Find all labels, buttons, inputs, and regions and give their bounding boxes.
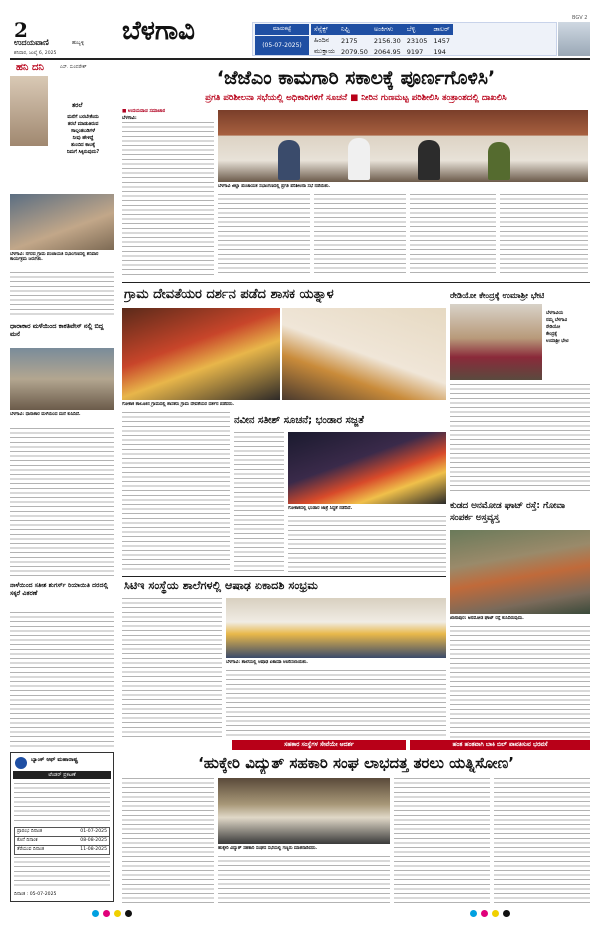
bottom-text-col1 (122, 778, 214, 904)
market-cell: 194 (433, 47, 446, 56)
page-number: 2 (14, 18, 28, 42)
story4-text-a (234, 432, 284, 572)
lead-photo-caption: ಬೆಳಗಾವಿ ಜಿಲ್ಲಾ ಪಂಚಾಯತ ಸಭಾಂಗಣದಲ್ಲಿ ಪ್ರಗತಿ ಪರಿಶೀಲನಾ ಸಭೆ ನಡೆಯಿತು. (218, 184, 331, 189)
header-photo (558, 22, 590, 56)
market-cell: 2064.95 (373, 47, 401, 56)
left-photo (10, 194, 114, 250)
market-col: ಬೆಳ್ಳಿ (406, 25, 416, 33)
side-story-headline: ಧಾರಾಕಾರ ಮಳೆಯಿಂದ ಕಾಕತಿವೇಸ್ ನಲ್ಲಿ ಬಿದ್ದ ಮನೆ (10, 322, 104, 338)
story2-caption: ಗೋಕಾಕ ತಾಲೂಕಿನ ಗ್ರಾಮದಲ್ಲಿ ಶಾಸಕರು ಗ್ರಾಮ ದೇವತೆಯರ ದರ್ಶನ ಪಡೆದರು. (122, 402, 235, 407)
market-box (252, 22, 557, 56)
story6-headline: ಸಿಟಿಇ ಸಂಸ್ಥೆಯ ಶಾಲೆಗಳಲ್ಲಿ ಆಷಾಢ ಏಕಾದಶಿ ಸಂಭ್ರಮ (124, 579, 319, 592)
ad-date: ದಿನಾಂಕ : 05-07-2025 (14, 892, 57, 897)
black-mark (503, 910, 510, 917)
market-col: ಡಾಲರ್ (433, 25, 450, 33)
story4-headline: ನವೀನ ಸತೀಶ್ ಸೂಚನೆ; ಭಂಡಾರ ಸಜ್ಜತೆ (234, 415, 364, 426)
temple-photo-2 (282, 308, 446, 400)
sugar-text (10, 612, 114, 748)
ad-cell: 08-08-2025 (80, 838, 107, 843)
ghat-photo (450, 530, 590, 614)
person (418, 140, 440, 180)
cyan-mark (92, 910, 99, 917)
ghat-caption: ಖಾನಾಪುರ: ಅನಮೋಡ ಘಾಟ್ ರಸ್ತೆ ಕುಸಿದಿರುವುದು. (450, 616, 524, 621)
bottom-strap-right: ಹಂತ ಹಂತವಾಗಿ ಬಾಕಿ ಬಿಲ್ ಪಾವತಿಸುವ ಭರವಸೆ (410, 740, 590, 750)
school-caption: ಬೆಳಗಾವಿ: ಶಾಲೆಯಲ್ಲಿ ಆಷಾಢ ಏಕಾದಶಿ ಆಚರಿಸಲಾಯಿತು. (226, 660, 308, 665)
corner-code: BGV 2 (572, 15, 588, 21)
lead-text-col4 (410, 194, 496, 276)
story5-headline: ಕುಡದ ಅನಮೋಡ ಘಾಟ್ ರಸ್ತೆ: ಗೋವಾ ಸಂಪರ್ಕ ಅಸ್ತವ್ಯಸ್ತ (450, 501, 566, 523)
poem-line: ತರಲೆ ಮಾಡುತಿರುವ (67, 122, 99, 127)
bottom-text-col2 (218, 856, 390, 904)
lead-photo (218, 110, 588, 182)
lead-divider (122, 282, 590, 283)
school-photo (226, 598, 446, 658)
magenta-mark (103, 910, 110, 917)
bank-ad (10, 752, 114, 902)
market-row (311, 46, 453, 57)
author-photo (10, 76, 48, 146)
market-row (311, 35, 453, 46)
lead-text-col2 (218, 194, 310, 276)
story3-headline: ರೇಡಿಯೋ ಕೇಂದ್ರಕ್ಕೆ ಉಮಾಶ್ರೀ ಭೇಟಿ (450, 290, 545, 300)
poem-line: ನೀವು ಹೇಳಿದ್ದೆ (72, 136, 94, 141)
cyan-mark (470, 910, 477, 917)
poem (52, 114, 114, 156)
ad-cell: ತೆರೆಯುವ ದಿನಾಂಕ (17, 847, 45, 852)
temple-photo-1 (122, 308, 280, 400)
bottom-text-col4 (494, 778, 590, 904)
radio-caption-line: ನಮ್ಮ ಬೆಳಗಾವಿ (546, 318, 568, 323)
ad-cell: 11-08-2025 (80, 847, 107, 852)
bottom-caption: ಹುಕ್ಕೇರಿ ವಿದ್ಯುತ್ ಸಹಕಾರಿ ಸಂಘದ ಸಭೆಯಲ್ಲಿ ಗಣ್ಯರು ಮಾತನಾಡಿದರು. (218, 846, 318, 851)
radio-photo (450, 304, 542, 380)
radio-caption (546, 310, 590, 345)
yellow-mark (114, 910, 121, 917)
lead-kicker: ■ ಉದಯವಾಣಿ ಸಮಾಚಾರ (122, 109, 166, 114)
radio-caption-line: ರೇಡಿಯೋ (546, 325, 561, 330)
market-col: ಅಂಕಿಗಳು (373, 25, 394, 33)
lead-text-col3 (314, 194, 406, 276)
lead-subhead: ಪ್ರಗತಿ ಪರಿಶೀಲನಾ ಸಭೆಯಲ್ಲಿ ಅಧಿಕಾರಿಗಳಿಗೆ ಸೂಚನೆ ■ ನೀರಿನ ಗುಣಮಟ್ಟ ಪರಿಶೀಲಿಸಿ ತಂತ್ರಾಂಶದಲ್ಲಿ ದಾಖಲಿಸಿ (205, 93, 507, 103)
yellow-mark (492, 910, 499, 917)
edition-name: ಹುಬ್ಬಳ್ಳಿ (72, 40, 85, 46)
ad-cell: ಕೊನೆ ದಿನಾಂಕ (17, 838, 38, 843)
poem-line: ತುಂಬಿದ ಕಾಲಕ್ಕೆ (71, 143, 95, 148)
magenta-mark (481, 910, 488, 917)
ad-row (14, 827, 110, 837)
market-cell: 2156.30 (373, 36, 401, 45)
left-caption-lines (10, 272, 114, 316)
ad-subtitle: ಟೆಂಡರ್ ಪ್ರಕಟಣೆ (13, 771, 111, 779)
market-header-row (311, 24, 453, 35)
market-cell: 23105 (406, 36, 428, 45)
festival-caption: ಗೋಕಾಕದಲ್ಲಿ ಭಂಡಾರ ಜಾತ್ರೆ ಸಿದ್ಧತೆ ನಡೆದಿದೆ. (288, 506, 353, 511)
bottom-headline: ‘ಹುಕ್ಕೇರಿ ವಿದ್ಯುತ್ ಸಹಕಾರಿ ಸಂಘ ಲಾಭದತ್ತ ತರಲು ಯತ್ನಿಸೋಣ’ (198, 754, 514, 772)
market-title: ಮಾರುಕಟ್ಟೆ (255, 24, 309, 35)
story5-text (450, 626, 590, 738)
story2-headline: ಗ್ರಾಮ ದೇವತೆಯರ ದರ್ಶನ ಪಡೆದ ಶಾಸಕ ಯತ್ನಾಳ (124, 287, 334, 302)
story4-text-b (288, 516, 446, 572)
person (278, 140, 300, 180)
section-title: ಬೆಳಗಾವಿ (122, 16, 195, 46)
side-story-text (10, 428, 114, 576)
story6-divider (122, 576, 446, 577)
bank-logo-icon (15, 757, 27, 769)
market-cell: 2079.50 (340, 47, 368, 56)
masthead (0, 0, 600, 58)
sugar-headline: ನಾಳೆಯಿಂದ ಸತೀಶ ಶುಗರ್ಸ್ ರಿಯಾಯಿತಿ ದರದಲ್ಲಿ ಸಕ್ಕರೆ ವಿತರಣೆ (10, 582, 109, 597)
ad-row (14, 846, 110, 855)
story6-text-a (122, 598, 222, 738)
bottom-strap-left: ಸಹಕಾರ ಸಂಸ್ಥೆಗಳ ಸೇವೆಯೇ ಆದರ್ಶ (232, 740, 406, 750)
lead-dateline: ಬೆಳಗಾವಿ: (122, 116, 137, 121)
person (488, 142, 510, 180)
market-cell: 1457 (433, 36, 450, 45)
story3-text (450, 384, 590, 494)
lead-headline: ‘ಜೆಜೆಎಂ ಕಾಮಗಾರಿ ಸಕಾಲಕ್ಕೆ ಪೂರ್ಣಗೊಳಿಸಿ’ (216, 67, 496, 89)
festival-photo (288, 432, 446, 504)
poem-line: ಮನೆಗೆ ಬರಬೇಕೆಂದು (67, 115, 99, 120)
market-cell: ಮುಕ್ತಾಯ (314, 47, 335, 55)
black-mark (125, 910, 132, 917)
poem-line: ನಿಮಗೆ ಸಿಕ್ಕಿರುವುದು? (66, 150, 100, 155)
flood-photo (10, 348, 114, 410)
person (348, 138, 370, 180)
market-col: ಸೆನ್ಸೆಕ್ಸ್ (314, 25, 328, 33)
story6-text-b (226, 670, 446, 738)
market-cell: 9197 (406, 47, 424, 56)
ad-title: ಬ್ಯಾಂಕ್ ಆಫ್ ಮಹಾರಾಷ್ಟ್ರ (31, 757, 78, 763)
lead-text-col6 (500, 194, 588, 276)
bottom-photo (218, 778, 390, 844)
honey-column (10, 62, 114, 192)
ad-text-2 (14, 857, 110, 887)
column-byline: ಎಸ್. ಸುಂದರೇಶ್ (60, 65, 87, 70)
flood-caption: ಬೆಳಗಾವಿ: ಧಾರಾಕಾರ ಮಳೆಯಿಂದ ಮನೆ ಕುಸಿದಿದೆ. (10, 412, 81, 417)
header-divider (10, 58, 590, 60)
radio-caption-line: ಕೇಂದ್ರಕ್ಕೆ (546, 332, 557, 337)
column-logo: ಹನಿ ದನಿ (16, 62, 44, 73)
radio-caption-line: ಬೆಳಗಾವಿಯ (546, 311, 564, 316)
ad-text (14, 783, 110, 823)
bottom-text-col3 (394, 778, 490, 904)
market-cell: 2175 (340, 36, 358, 45)
registration-marks (92, 910, 152, 918)
market-date: (05-07-2025) (255, 36, 309, 55)
date-line: ಶನಿವಾರ, ಜುಲೈ 6, 2025 (14, 51, 57, 56)
market-table (311, 24, 453, 57)
ad-table (14, 827, 110, 855)
column-title: ತರಲೆ (72, 102, 83, 109)
left-photo-caption: ಬೆಳಗಾವಿ: ನಗರದ ಗ್ರಾಮ ಪಂಚಾಯತಿ ಸಭಾಂಗಣದಲ್ಲಿ ಶನಿವಾರ ಕಾರ್ಯಕ್ರಮ ಜರುಗಿತು. (10, 252, 99, 263)
lead-text-col1 (122, 122, 214, 276)
story2-text (122, 412, 230, 572)
market-col: ನಿಫ್ಟಿ (340, 25, 350, 33)
ad-cell: 01-07-2025 (80, 829, 107, 834)
poem-line: ಸಾಲ್ಗಂತಬಡಿಗಳೆ (71, 129, 95, 134)
ad-row (14, 837, 110, 846)
registration-marks-right (470, 910, 530, 918)
radio-caption-line: ಉಮಾಶ್ರೀ ಭೇಟಿ (546, 339, 569, 344)
paper-name: ಉದಯವಾಣಿ (14, 38, 49, 47)
ad-cell: ಪ್ರಾರಂಭ ದಿನಾಂಕ (17, 829, 43, 834)
market-cell: ಹಿಂದಿನ (314, 36, 330, 44)
